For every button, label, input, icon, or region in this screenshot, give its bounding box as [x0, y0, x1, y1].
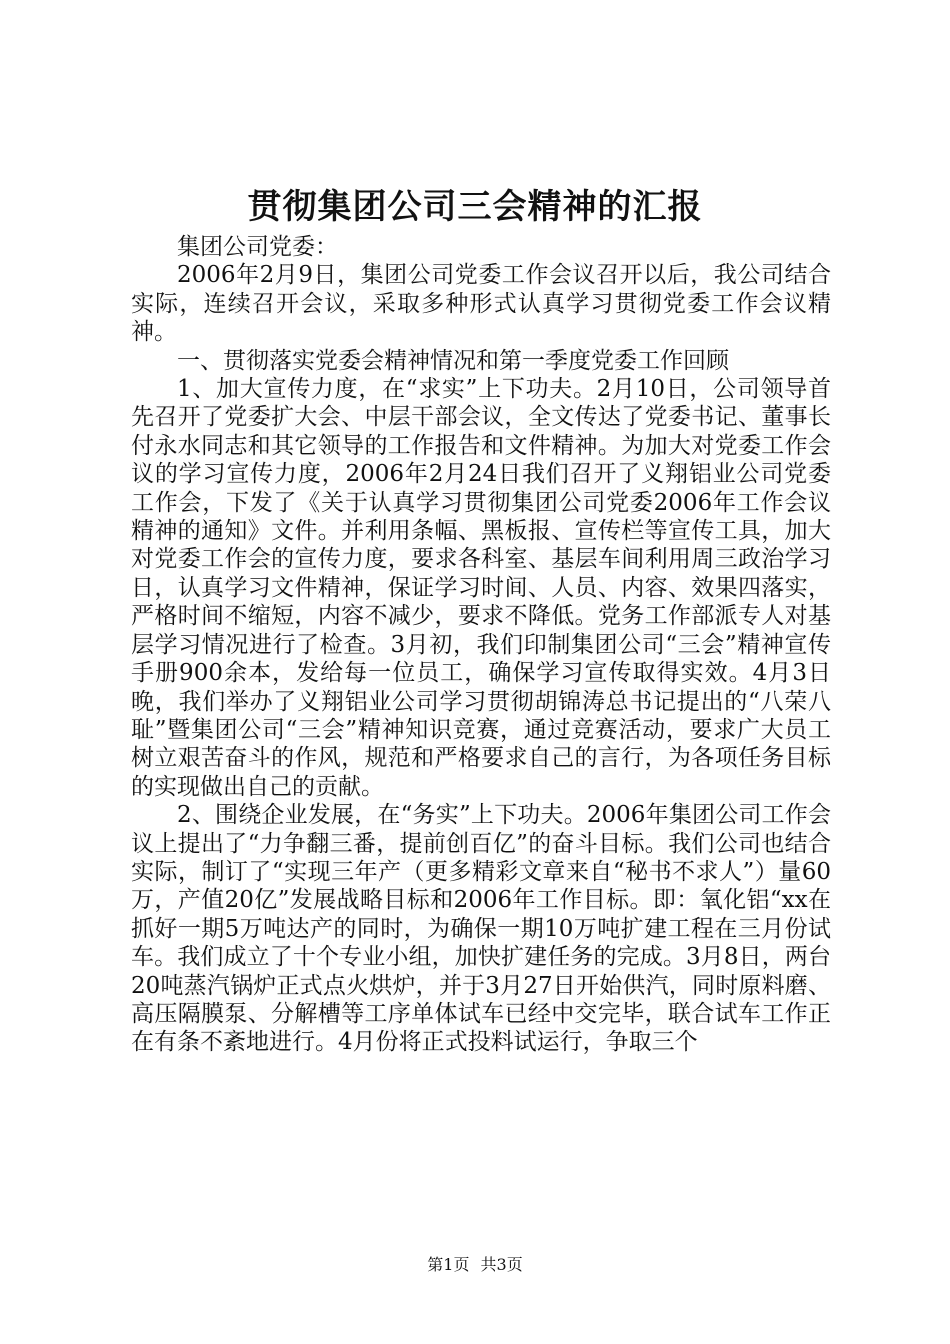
document-title: 贯彻集团公司三会精神的汇报 — [247, 187, 703, 227]
page-total: 共3页 — [480, 1255, 523, 1274]
document-body — [131, 233, 831, 1057]
section-heading: 一、贯彻落实党委会精神情况和第一季度党委工作回顾 — [177, 347, 729, 374]
paragraph-item-1: 1、加大宣传力度，在“求实”上下功夫。2月10日，公司领导首先召开了党委扩大会、中层干部会议，全文传达了党委书记、董事长付永水同志和其它领导的工作报告和文件精神。为加大对党委工作会议的学习宣传力度，2006年2月24日我们召开了义翔铝业公司党委工作会，下发了《关于认真学习贯彻集团公司党委2006年工作会议精神的通知》文件。并利用条幅、黑板报、宣传栏等宣传工具，加大对党委工作会的宣传力度，要求各科室、基层车间利用周三政治学习日，认真学习文件精神，保证学习时间、人员、内容、效果四落实，严格时间不缩短，内容不减少，要求不降低。党务工作部派专人对基层学习情况进行了检查。3月初，我们印制集团公司“三会”精神宣传手册900余本，发给每一位员工，确保学习宣传取得实效。4月3日晚，我们举办了义翔铝业公司学习贯彻胡锦涛总书记提出的“八荣八耻”暨集团公司“三会”精神知识竞赛，通过竞赛活动，要求广大员工树立艰苦奋斗的作风，规范和严格要求自己的言行，为各项任务目标的实现做出自己的贡献。 — [131, 376, 831, 800]
paragraph-item-2: 2、围绕企业发展，在“务实”上下功夫。2006年集团公司工作会议上提出了“力争翻三番，提前创百亿”的奋斗目标。我们公司也结合实际，制订了“实现三年产（更多精彩文章来自“秘书不求人”）量60万，产值20亿”发展战略目标和2006年工作目标。即：氧化铝“xx在抓好一期5万吨达产的同时，为确保一期10万吨扩建工程在三月份试车。我们成立了十个专业小组，加快扩建任务的完成。3月8日，两台20吨蒸汽锅炉正式点火烘炉，并于3月27日开始供汽，同时原料磨、高压隔膜泵、分解槽等工序单体试车已经中交完毕，联合试车工作正在有条不紊地进行。4月份将正式投料试运行，争取三个 — [131, 802, 831, 1056]
salutation: 集团公司党委： — [177, 234, 338, 260]
page-number: 第1页 — [427, 1255, 470, 1274]
paragraph-intro: 2006年2月9日，集团公司党委工作会议召开以后，我公司结合实际，连续召开会议，采取多种形式认真学习贯彻党委工作会议精神。 — [131, 262, 831, 346]
page-footer — [0, 1254, 950, 1276]
